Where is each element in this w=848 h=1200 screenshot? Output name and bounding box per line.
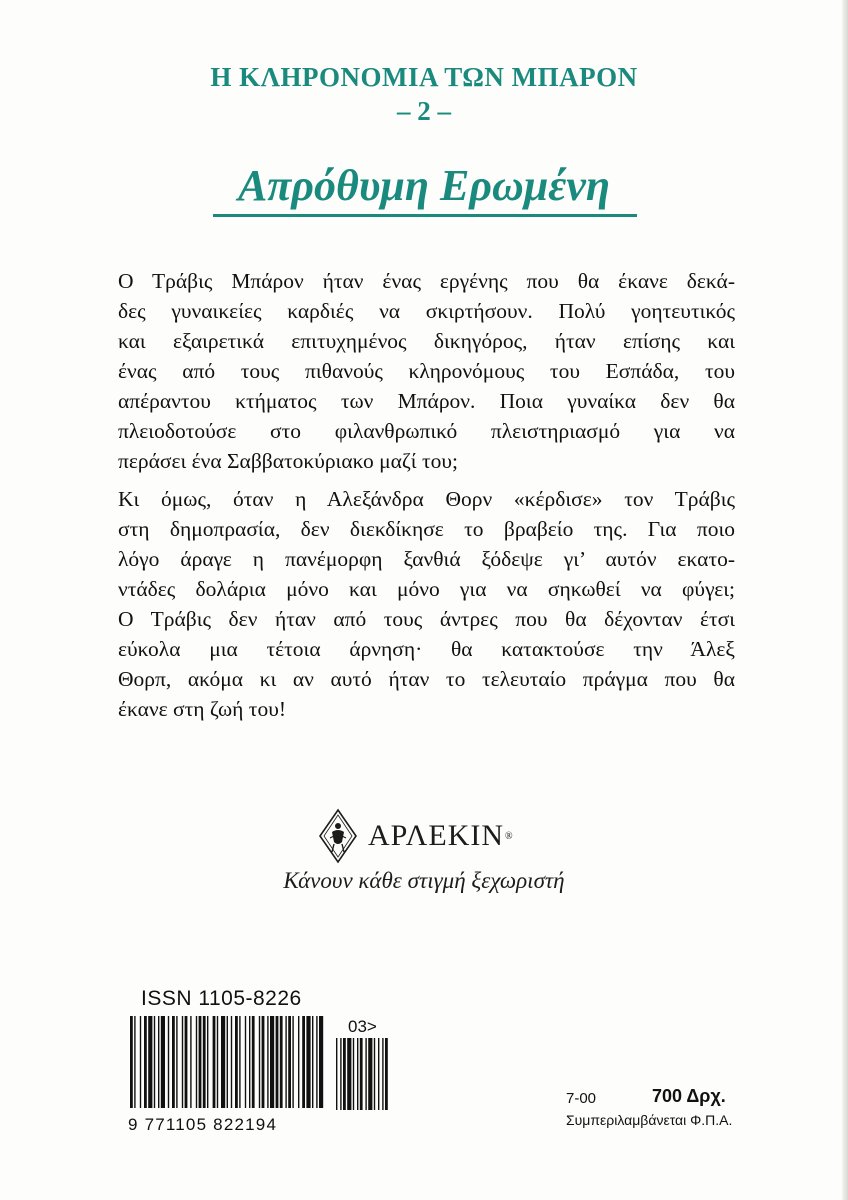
barcode-bar — [245, 1016, 246, 1108]
blurb-line: πλειοδοτούσε στο φιλανθρωπικό πλειστηριασμό για να — [118, 419, 735, 443]
blurb-line: εύκολα μια τέτοια άρνηση· θα κατακτούσε την Άλεξ — [118, 637, 735, 661]
blurb-line: στη δημοπρασία, δεν διεκδίκησε το βραβείο της. Για ποιο — [118, 517, 735, 541]
barcode-bar — [267, 1016, 268, 1108]
harlequin-diamond-icon — [318, 808, 358, 864]
barcode-bar — [172, 1016, 175, 1108]
barcode-addon-bar — [374, 1038, 375, 1110]
blurb-line: απέραντου κτήματος των Μπάρον. Ποια γυναίκα δεν θα — [118, 389, 735, 413]
barcode-bar — [144, 1016, 147, 1108]
publisher-logo — [318, 808, 513, 864]
blurb-line: ντάδες δολάρια μόνο και μόνο για να σηκωθεί να φύγει; — [118, 577, 735, 601]
barcode-bar — [285, 1016, 286, 1108]
blurb-line: Κι όμως, όταν η Αλεξάνδρα Θορν «κέρδισε» τον Τράβις — [118, 487, 735, 511]
barcode-bar — [140, 1016, 141, 1108]
barcode-bar — [235, 1016, 238, 1108]
barcode-bar — [312, 1016, 313, 1108]
barcode-bar — [319, 1016, 323, 1108]
vat-note: Συμπεριλαμβάνεται Φ.Π.Α. — [566, 1112, 733, 1128]
barcode-bar — [292, 1016, 293, 1108]
barcode-bar — [148, 1016, 152, 1108]
barcode-addon-bar — [378, 1038, 379, 1110]
barcode-addon-bar — [336, 1038, 337, 1110]
barcode-addon-bars — [336, 1038, 388, 1110]
barcode-bar — [217, 1016, 218, 1108]
series-title: Η ΚΛΗΡΟΝΟΜΙΑ ΤΩΝ ΜΠΑΡΟΝ — [210, 62, 638, 92]
barcode-bar — [227, 1016, 228, 1108]
barcode-addon-bar — [347, 1038, 351, 1110]
barcode-bar — [154, 1016, 155, 1108]
barcode-bar — [231, 1016, 232, 1108]
barcode-bar — [134, 1016, 135, 1108]
publisher-tagline: Κάνουν κάθε στιγμή ξεχωριστή — [283, 868, 565, 893]
blurb-line: περάσει ένα Σαββατοκύριακο μαζί του; — [118, 449, 458, 473]
barcode-bar — [168, 1016, 169, 1108]
price-amount: 700 Δρχ. — [652, 1086, 726, 1106]
blurb-paragraph-1 — [118, 266, 735, 476]
barcode-bar — [185, 1016, 188, 1108]
book-title: Απρόθυμη Ερωμένη — [237, 161, 611, 210]
barcode-bar — [213, 1016, 216, 1108]
barcode-bar — [203, 1016, 206, 1108]
barcode-bar — [176, 1016, 177, 1108]
barcode-addon-bar — [385, 1038, 388, 1110]
barcode-bar — [196, 1016, 197, 1108]
barcode-bar — [262, 1016, 265, 1108]
barcode-bar — [280, 1016, 283, 1108]
barcode-bar — [306, 1016, 310, 1108]
barcode-addon-bar — [353, 1038, 354, 1110]
barcode-digits: 9 771105 822194 — [128, 1115, 278, 1134]
barcode-bar — [270, 1016, 274, 1108]
barcode-bar — [182, 1016, 183, 1108]
barcode-addon-bar — [382, 1038, 383, 1110]
barcode-bar — [199, 1016, 202, 1108]
blurb-line: έκανε στη ζωή του! — [118, 697, 287, 721]
blurb-line: ένας από τους πιθανούς κληρονόμους του Εσπάδα, του — [118, 359, 735, 383]
barcode-bar — [316, 1016, 317, 1108]
barcode-bar — [221, 1016, 225, 1108]
barcode-addon-digits: 03> — [348, 1017, 377, 1036]
barcode-addon-bar — [340, 1038, 341, 1110]
issn-number: ISSN 1105-8226 — [141, 987, 302, 1010]
barcode-bar — [288, 1016, 291, 1108]
barcode-bar — [298, 1016, 299, 1108]
blurb-line: λόγο άραγε η πανέμορφη ξανθιά ξόδεψε γι’ αυτόν εκατο- — [118, 547, 735, 571]
blurb-line: Ο Τράβις Μπάρον ήταν ένας εργένης που θα έκανε δεκά- — [118, 269, 735, 293]
barcode-bar — [207, 1016, 208, 1108]
registered-mark: ® — [505, 830, 513, 842]
blurb-line: και εξαιρετικά επιτυχημένος δικηγόρος, ήταν επίσης και — [118, 329, 735, 353]
barcode-addon-bar — [360, 1038, 363, 1110]
blurb-line: Θορπ, ακόμα κι αν αυτό ήταν το τελευταίο πράγμα που θα — [118, 667, 735, 691]
barcode-addon-bar — [343, 1038, 346, 1110]
series-number: – 2 – — [397, 96, 451, 126]
barcode-bar — [161, 1016, 165, 1108]
barcode-bar — [158, 1016, 159, 1108]
blurb-paragraph-2 — [118, 484, 735, 724]
barcode-bar — [239, 1016, 240, 1108]
blurb-line: δες γυναικείες καρδιές να σκιρτήσουν. Πολύ γοητευτικός — [118, 299, 735, 323]
barcode-bar — [252, 1016, 255, 1108]
barcode-addon-bar — [368, 1038, 372, 1110]
barcode-bar — [302, 1016, 305, 1108]
barcode-bar — [249, 1016, 250, 1108]
blurb-line: Ο Τράβις δεν ήταν από τους άντρες που θα δέχονταν έτσι — [118, 607, 735, 631]
barcode-bar — [190, 1016, 191, 1108]
barcode-addon-bar — [357, 1038, 358, 1110]
barcode-bar — [130, 1016, 133, 1108]
barcode — [126, 1016, 396, 1134]
publisher-name: ΑΡΛΕΚΙΝ — [368, 819, 505, 852]
barcode-bar — [276, 1016, 279, 1108]
barcode-bars — [130, 1016, 323, 1108]
barcode-bar — [259, 1016, 260, 1108]
price-code: 7-00 — [566, 1090, 597, 1107]
title-underline — [213, 214, 637, 217]
barcode-addon-bar — [365, 1038, 366, 1110]
